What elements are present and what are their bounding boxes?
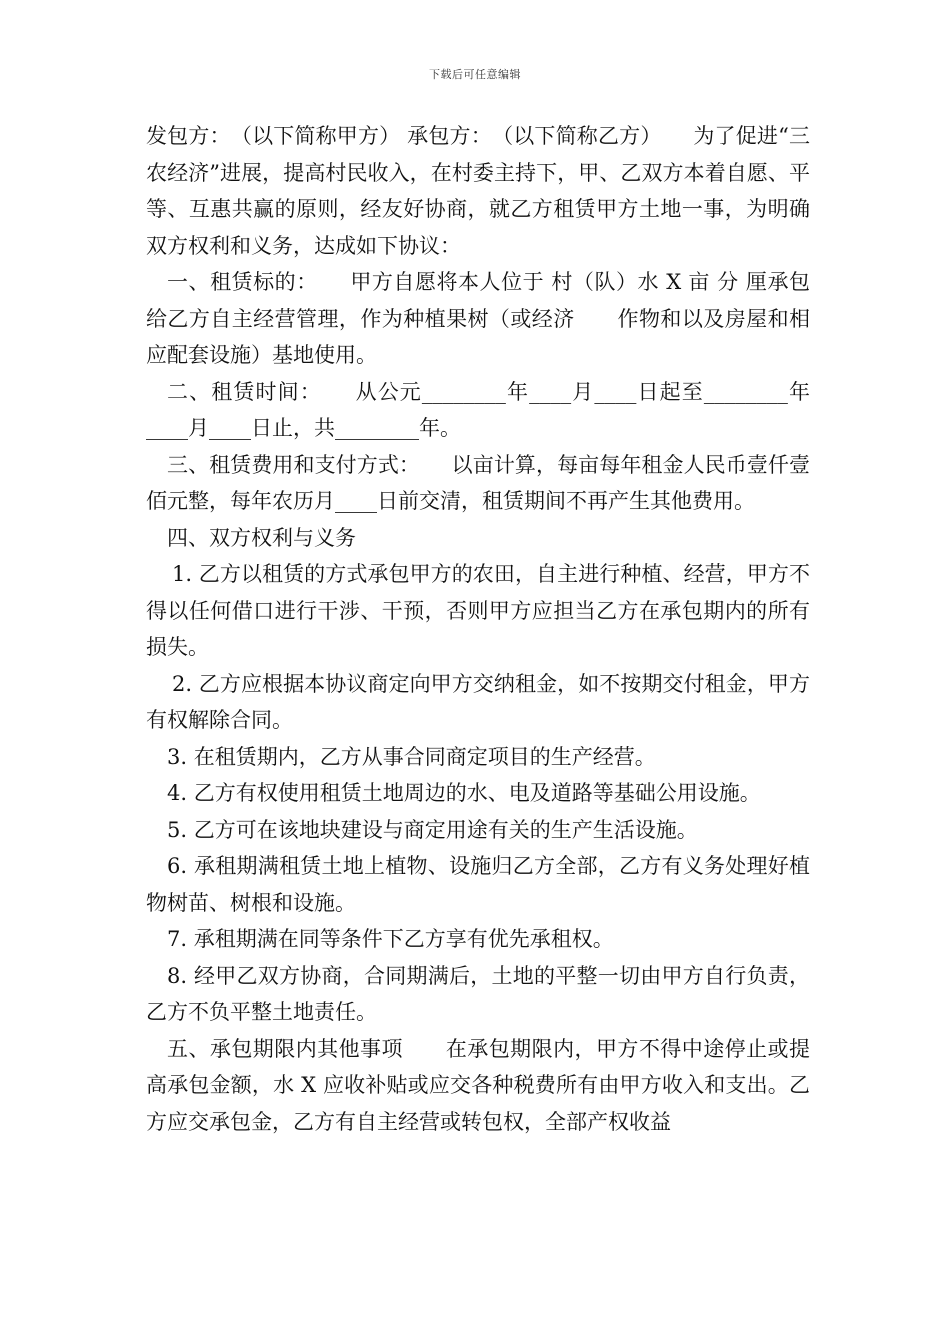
page-header-note: 下载后可任意编辑: [429, 68, 521, 81]
rights-item-5: 5. 乙方可在该地块建设与商定用途有关的生产生活设施。: [167, 817, 698, 842]
rights-item-8: 8. 经甲乙双方协商，合同期满后，土地的平整一切由甲方自行负责，乙方不负平整土地责任。: [146, 963, 810, 1024]
section-other-matters: 五、承包期限内其他事项 在承包期限内，甲方不得中途停止或提高承包金额，水 X 应收补贴或应交各种税费所有由甲方收入和支出。乙方应交承包金，乙方有自主经营或转包权，全部产权收益: [146, 1036, 810, 1134]
rights-item-4: 4. 乙方有权使用租赁土地周边的水、电及道路等基础公用设施。: [167, 781, 761, 805]
section-lease-subject: 一、租赁标的： 甲方自愿将本人位于 村（队）水 X 亩 分 厘承包给乙方自主经营管理，作为种植果树（或经济 作物和以及房屋和相应配套设施）基地使用。: [146, 270, 810, 367]
rights-item-2: 2. 乙方应根据本协议商定向甲方交纳租金，如不按期交付租金，甲方有权解除合同。: [146, 671, 810, 732]
document-body: [146, 118, 810, 1140]
section-lease-fee: 三、租赁费用和支付方式： 以亩计算，每亩每年租金人民币壹仟壹佰元整，每年农历月____日前交清，租赁期间不再产生其他费用。: [146, 452, 810, 513]
rights-item-3: 3. 在租赁期内，乙方从事合同商定项目的生产经营。: [167, 744, 656, 769]
section-rights-heading: 四、双方权利与义务: [167, 525, 356, 550]
parties-intro-paragraph: 发包方： （以下简称甲方） 承包方： （以下简称乙方） 为了促进“三农经济”进展，提高村民收入，在村委主持下，甲、乙双方本着自愿、平等、互惠共赢的原则，经友好协商，就乙方租赁甲方土地一事，为明确双方权利和义务，达成如下协议：: [146, 124, 810, 258]
section-lease-period: 二、租赁时间： 从公元________年____月____日起至________年 ____月____日止，共________年。: [146, 379, 810, 440]
rights-item-6: 6. 承租期满租赁土地上植物、设施归乙方全部，乙方有义务处理好植物树苗、树根和设施。: [146, 854, 810, 915]
rights-item-7: 7. 承租期满在同等条件下乙方享有优先承租权。: [167, 927, 614, 951]
rights-item-1: 1. 乙方以租赁的方式承包甲方的农田，自主进行种植、经营，甲方不得以任何借口进行干涉、干预，否则甲方应担当乙方在承包期内的所有损失。: [146, 562, 810, 659]
